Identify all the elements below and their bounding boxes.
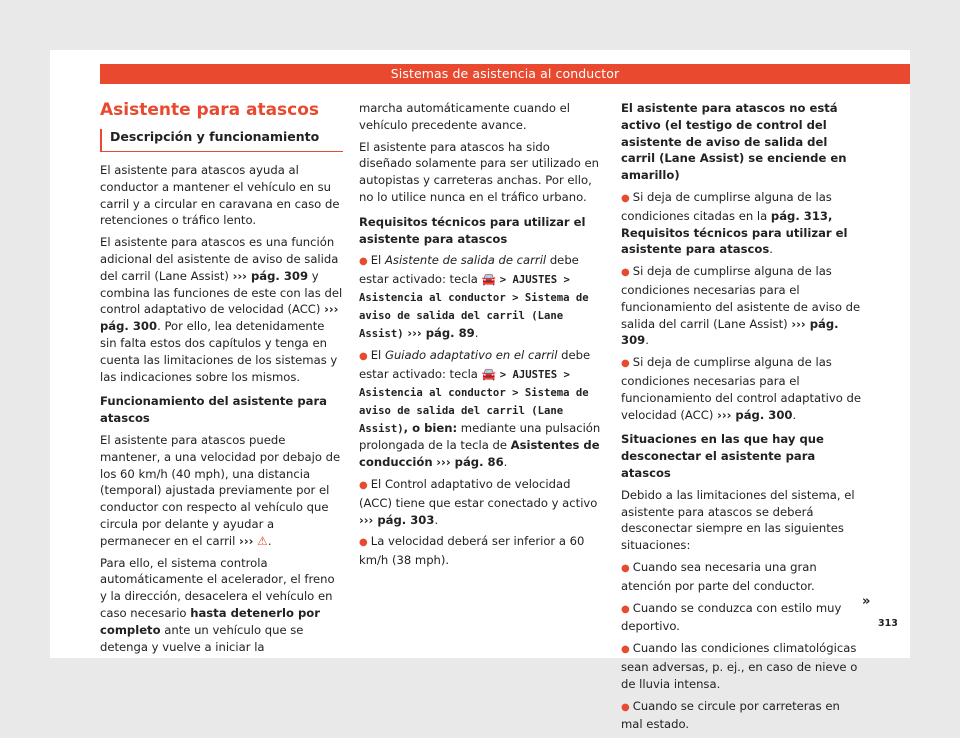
bullet-icon: ● bbox=[621, 701, 630, 713]
section-heading: Situaciones en las que hay que desconectar el asistente para atascos bbox=[621, 432, 824, 480]
bullet-icon: ● bbox=[359, 537, 368, 549]
list-item: ● Si deja de cumplirse alguna de las condiciones necesarias para el funcionamiento del control adaptativo de velocidad (ACC) ››› pág. 300. bbox=[621, 355, 861, 422]
section-heading: El asistente para atascos no está activo (el testigo de control del asistente de aviso de salida del carril (Lane Assist) se enciende en amarillo) bbox=[621, 101, 847, 183]
page-reference[interactable]: ››› pág. 309 bbox=[621, 316, 839, 348]
bullet-icon: ● bbox=[359, 479, 368, 491]
page-reference[interactable]: ››› pág. 300 bbox=[717, 407, 793, 422]
bullet-icon: ● bbox=[359, 351, 368, 363]
bullet-icon: ● bbox=[621, 358, 630, 370]
page-reference[interactable]: ››› pág. 89 bbox=[407, 325, 475, 340]
page-title: Asistente para atascos bbox=[100, 100, 320, 120]
bullet-icon: ● bbox=[621, 562, 630, 574]
list-item: ● Cuando las condiciones climatológicas sean adversas, p. ej., en caso de nieve o de lluvia intensa. bbox=[621, 641, 858, 691]
car-icon: 🚘 bbox=[481, 272, 497, 287]
paragraph: El asistente para atascos ayuda al conductor a mantener el vehículo en su carril y a circular en caravana en caso de retenciones o tráfico lento. bbox=[100, 163, 340, 228]
paragraph: Debido a las limitaciones del sistema, el asistente para atascos se deberá desconectar siempre en las siguientes situaciones: bbox=[621, 487, 855, 553]
page-reference[interactable]: ››› bbox=[239, 533, 254, 548]
page-reference[interactable]: ››› pág. 303 bbox=[359, 512, 435, 527]
paragraph: El asistente para atascos puede mantener, a una velocidad por debajo de los 60 km/h (40 mph), una distancia (temporal) ajustada previamente por el conductor con respecto al vehículo que circula por delante y ayudar a permanecer en el carril ››› ⚠. bbox=[100, 432, 341, 548]
page-number: 313 bbox=[878, 618, 898, 629]
column-1 bbox=[100, 100, 343, 660]
bullet-icon: ● bbox=[621, 267, 630, 279]
bullet-icon: ● bbox=[621, 603, 630, 615]
manual-page bbox=[50, 50, 910, 732]
continue-mark: » bbox=[862, 594, 871, 609]
paragraph: El asistente para atascos es una función adicional del asistente de aviso de salida del carril (Lane Assist) ››› pág. 309 y combina las funciones de este con las del control adaptativo de velocidad (ACC) ››› pág. 300. Por ello, lea detenidamente sin falta estos dos capítulos y tenga en cuenta las limitaciones de los sistemas y las indicaciones sobre los mismos. bbox=[100, 235, 343, 384]
column-3 bbox=[621, 100, 864, 738]
list-item: ● El Asistente de salida de carril debe estar activado: tecla 🚘 > AJUSTES > Asistencia al conductor > Sistema de aviso de salida del carril (Lane Assist) ››› pág. 89. bbox=[359, 253, 589, 340]
paragraph: El asistente para atascos ha sido diseñado solamente para ser utilizado en autopistas y carreteras anchas. Por ello, no lo utilice nunca en el tráfico urbano. bbox=[359, 139, 599, 204]
page-reference[interactable]: pág. 313, Requisitos técnicos para utilizar el asistente para atascos bbox=[621, 208, 848, 257]
warning-icon: ⚠ bbox=[257, 533, 268, 548]
list-item: ● El Control adaptativo de velocidad (ACC) tiene que estar conectado y activo ››› pág. 303. bbox=[359, 476, 598, 527]
list-item: ● Cuando se circule por carreteras en mal estado. bbox=[621, 698, 840, 732]
page-reference[interactable]: ››› pág. 300 bbox=[100, 302, 339, 334]
section-header: Sistemas de asistencia al conductor bbox=[100, 64, 910, 84]
bullet-icon: ● bbox=[621, 192, 630, 204]
page-reference[interactable]: ››› pág. 86 bbox=[436, 455, 504, 470]
car-icon: 🚘 bbox=[481, 367, 497, 382]
list-item: ● Cuando sea necesaria una gran atención por parte del conductor. bbox=[621, 559, 817, 593]
section-heading: Funcionamiento del asistente para atascos bbox=[100, 394, 327, 426]
section-subtitle: Descripción y funcionamiento bbox=[100, 129, 343, 152]
list-item: ● Si deja de cumplirse alguna de las condiciones necesarias para el funcionamiento del asistente de aviso de salida del carril (Lane Assist) ››› pág. 309. bbox=[621, 264, 861, 348]
list-item: ● El Guiado adaptativo en el carril debe estar activado: tecla 🚘 > AJUSTES > Asistencia al conductor > Sistema de aviso de salida del carril (Lane Assist), o bien: mediante una pulsación prolongada de la tecla de Asistentes de conducción ››› pág. 86. bbox=[359, 348, 601, 470]
paragraph: Para ello, el sistema controla automáticamente el acelerador, el freno y la dirección, desacelera el vehículo en caso necesario hasta detenerlo por completo ante un vehículo que se detenga y vuelve a iniciar la bbox=[100, 555, 335, 654]
page-reference[interactable]: ››› pág. 309 bbox=[232, 268, 309, 283]
bullet-icon: ● bbox=[621, 644, 630, 656]
list-item: ● Cuando se conduzca con estilo muy deportivo. bbox=[621, 600, 842, 634]
column-2 bbox=[359, 100, 602, 574]
bullet-icon: ● bbox=[359, 256, 368, 268]
list-item: ● La velocidad deberá ser inferior a 60 km/h (38 mph). bbox=[359, 534, 585, 568]
section-heading: Requisitos técnicos para utilizar el asistente para atascos bbox=[359, 214, 586, 246]
list-item: ● Si deja de cumplirse alguna de las condiciones citadas en la pág. 313, Requisitos técnicos para utilizar el asistente para atascos. bbox=[621, 189, 848, 257]
paragraph: marcha automáticamente cuando el vehículo precedente avance. bbox=[359, 101, 570, 132]
